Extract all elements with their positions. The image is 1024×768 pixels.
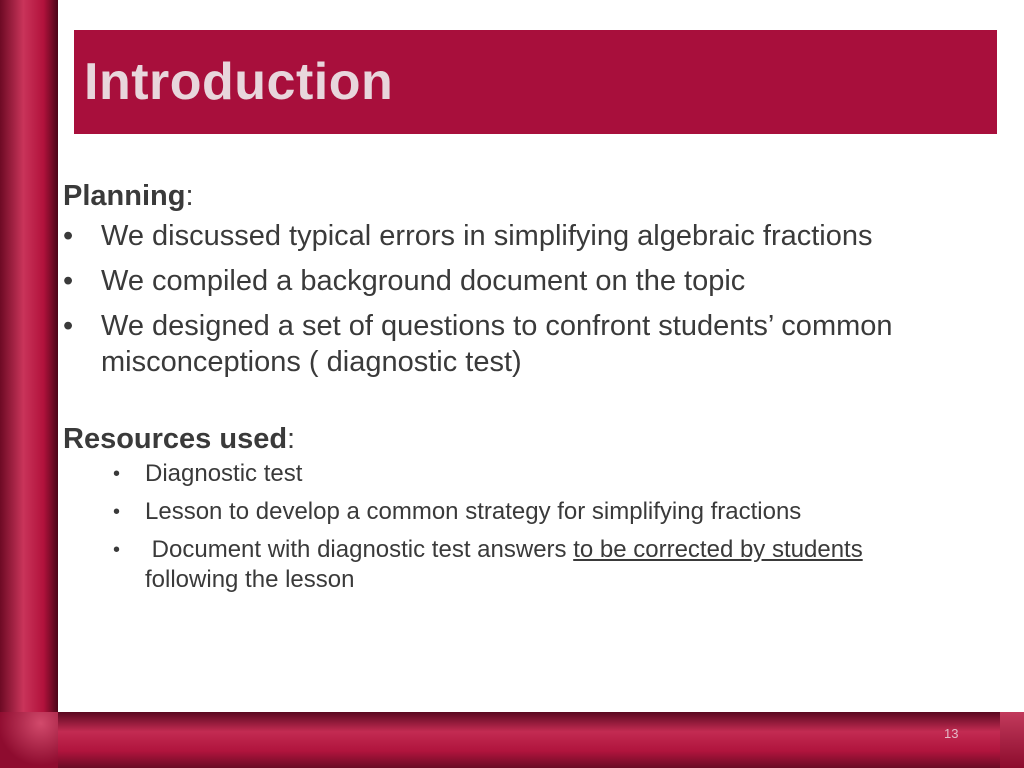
slide-frame-right-edge bbox=[1000, 712, 1024, 768]
slide-number: 13 bbox=[944, 726, 959, 741]
planning-item bbox=[63, 308, 943, 380]
resources-item bbox=[113, 535, 943, 595]
bullet-icon: • bbox=[113, 501, 121, 523]
planning-heading bbox=[63, 178, 943, 214]
bullet-icon: • bbox=[113, 539, 121, 561]
resources-heading-colon: : bbox=[287, 423, 296, 455]
planning-item-text: We designed a set of questions to confront students’ common misconceptions ( diagnostic test) bbox=[101, 310, 893, 378]
slide-content bbox=[63, 178, 943, 603]
bullet-icon: • bbox=[63, 265, 74, 297]
slide-title: Introduction bbox=[84, 53, 394, 111]
planning-item-text: We compiled a background document on the topic bbox=[101, 265, 746, 297]
resources-item-text: Diagnostic test bbox=[145, 460, 303, 487]
planning-heading-label: Planning bbox=[63, 180, 186, 212]
resources-heading-label: Resources used bbox=[63, 423, 288, 455]
planning-item-text: We discussed typical errors in simplifying algebraic fractions bbox=[101, 220, 873, 252]
resources-heading bbox=[63, 421, 943, 457]
resources-item bbox=[113, 497, 943, 527]
title-bar bbox=[74, 30, 997, 134]
planning-item bbox=[63, 218, 943, 254]
planning-heading-colon: : bbox=[185, 180, 194, 212]
bullet-icon: • bbox=[63, 310, 74, 342]
section-spacer bbox=[63, 389, 943, 421]
resources-list bbox=[63, 459, 943, 595]
planning-list bbox=[63, 218, 943, 380]
planning-item bbox=[63, 263, 943, 299]
bullet-icon: • bbox=[113, 463, 121, 485]
resources-item-underlined: to be corrected by students bbox=[573, 536, 863, 563]
bullet-icon: • bbox=[63, 220, 74, 252]
resources-item-suffix: following the lesson bbox=[145, 536, 870, 593]
slide-frame-left bbox=[0, 0, 58, 768]
slide-frame-bottom bbox=[0, 712, 1024, 768]
slide-frame-corner bbox=[0, 712, 58, 768]
resources-item-text: Lesson to develop a common strategy for simplifying fractions bbox=[145, 498, 802, 525]
resources-item-prefix: Document with diagnostic test answers bbox=[145, 536, 574, 563]
resources-item bbox=[113, 459, 943, 489]
